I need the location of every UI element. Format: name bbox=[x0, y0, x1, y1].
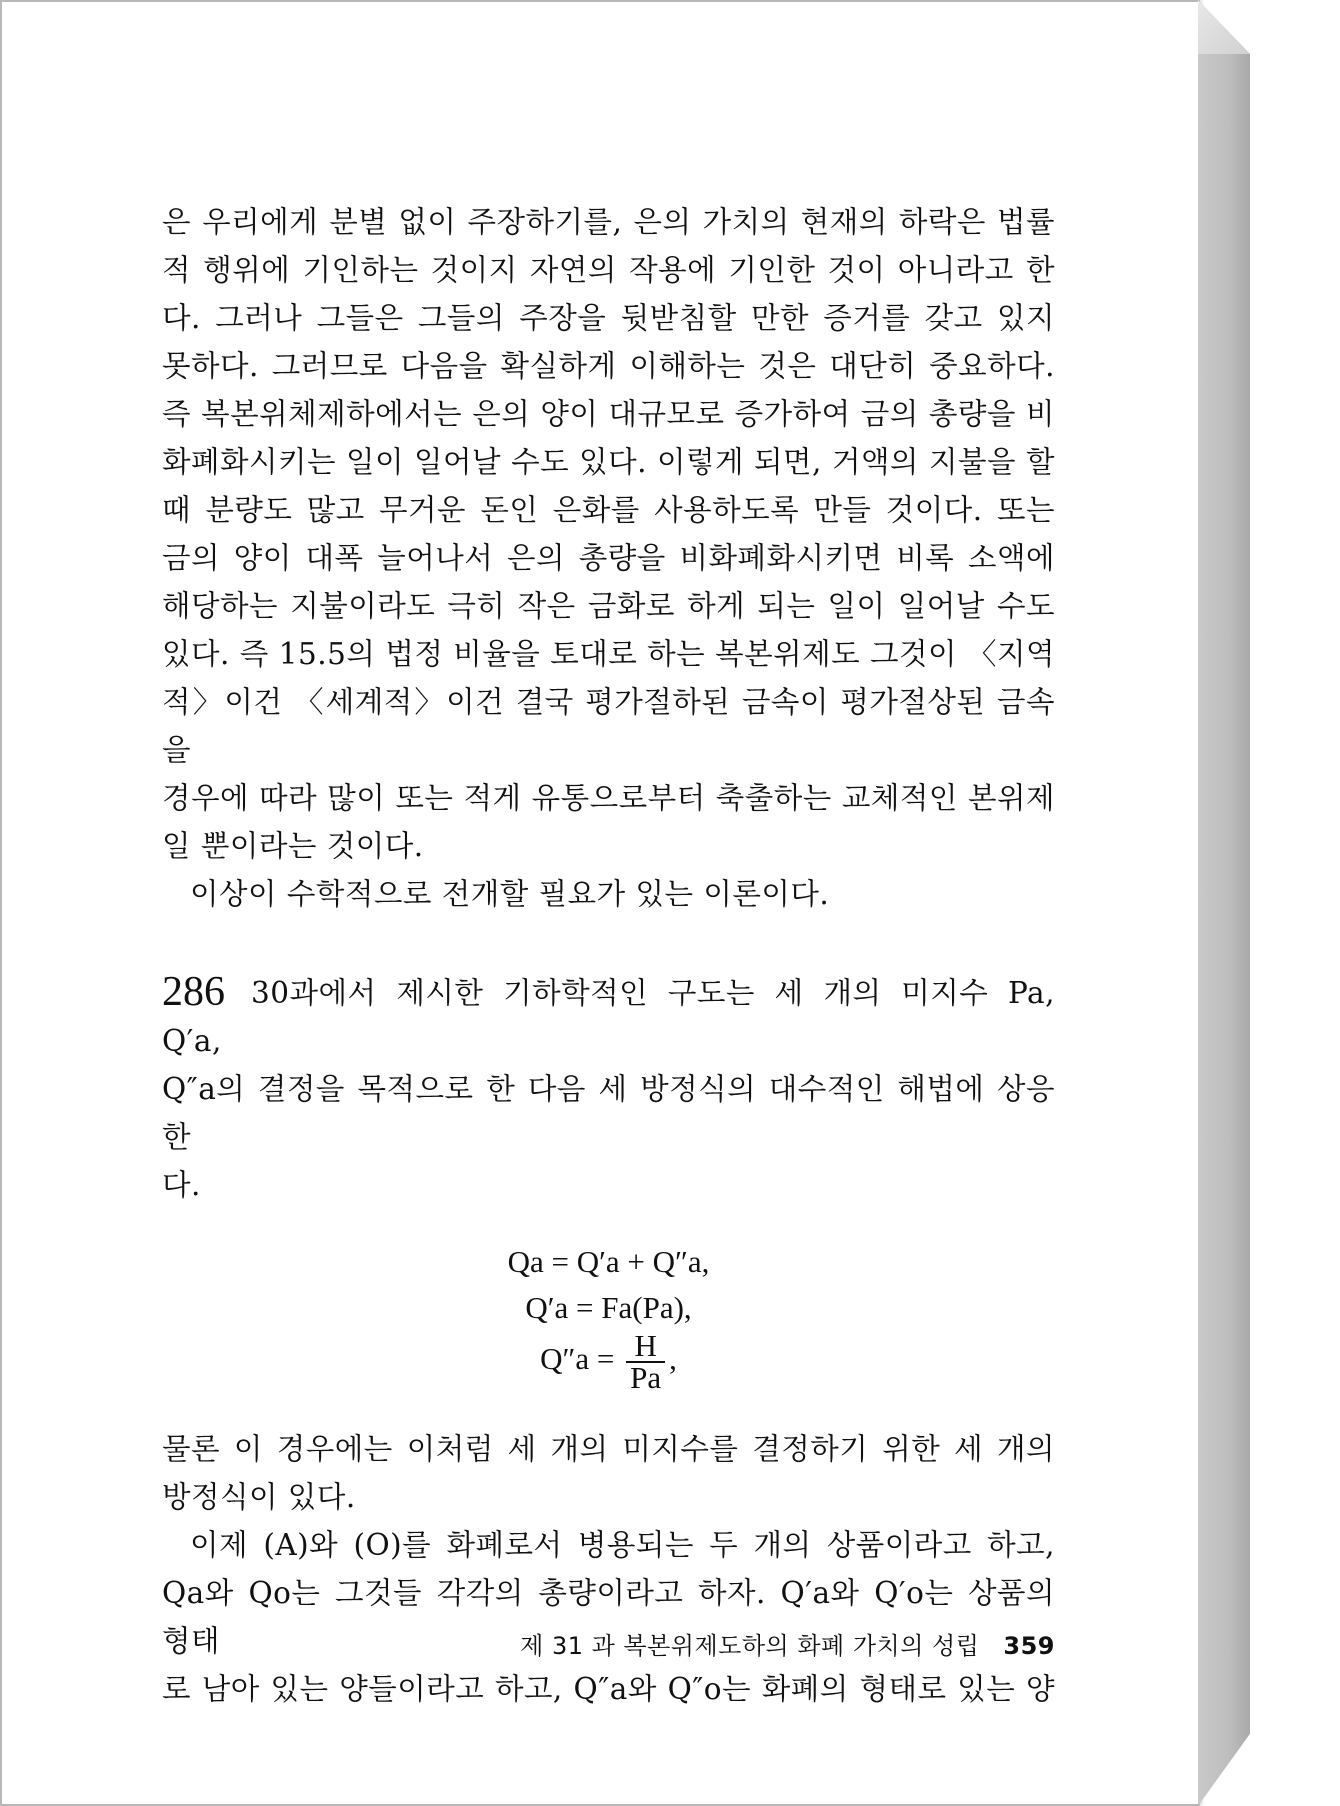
text-line: Q″a의 결정을 목적으로 한 다음 세 방정식의 대수적인 해법에 상응한 bbox=[162, 1072, 1055, 1154]
text-line: Qa와 Qo는 그것들 각각의 총량이라고 하자. Q′a와 Q′o는 상품의 형태 bbox=[162, 1576, 1055, 1658]
text-line: 이제 (A)와 (O)를 화폐로서 병용되는 두 개의 상품이라고 하고, bbox=[190, 1528, 1055, 1562]
paragraph-2 bbox=[162, 870, 1055, 918]
text-line bbox=[162, 968, 1055, 1065]
text-line: 방정식이 있다. bbox=[162, 1480, 356, 1514]
equation-1: Qa = Q′a + Q″a, bbox=[507, 1244, 710, 1279]
equation-block bbox=[162, 1239, 1055, 1393]
text-line: 적 행위에 기인하는 것이지 자연의 작용에 기인한 것이 아니라고 한 bbox=[162, 253, 1055, 287]
equation-3-tail: , bbox=[669, 1341, 677, 1377]
text-line: 물론 이 경우에는 이처럼 세 개의 미지수를 결정하기 위한 세 개의 bbox=[162, 1432, 1055, 1466]
page-number: 359 bbox=[1003, 1632, 1055, 1660]
text-line: 해당하는 지불이라도 극히 작은 금화로 하게 되는 일이 일어날 수도 bbox=[162, 589, 1055, 623]
text-line: 다. bbox=[162, 1168, 201, 1202]
fraction-numerator: H bbox=[626, 1331, 665, 1363]
section-286 bbox=[162, 968, 1055, 1209]
page-footer bbox=[162, 1626, 1055, 1661]
text-line: 다. 그러나 그들은 그들의 주장을 뒷받침할 만한 증거를 갖고 있지 bbox=[162, 301, 1055, 335]
text-line: 즉 복본위체제하에서는 은의 양이 대규모로 증가하여 금의 총량을 비 bbox=[162, 397, 1055, 431]
section-number: 286 bbox=[162, 969, 225, 1015]
equation-3-lhs: Q″a = bbox=[540, 1341, 615, 1377]
text-line: 이상이 수학적으로 전개할 필요가 있는 이론이다. bbox=[190, 877, 830, 911]
book-edge-top bbox=[1198, 0, 1250, 60]
text-line: 때 분량도 많고 무거운 돈인 은화를 사용하도록 만들 것이다. 또는 bbox=[162, 493, 1055, 527]
paragraph-1 bbox=[162, 198, 1055, 870]
text-line: 못하다. 그러므로 다음을 확실하게 이해하는 것은 대단히 중요하다. bbox=[162, 349, 1055, 383]
text-line: 로 남아 있는 양들이라고 하고, Q″a와 Q″o는 화폐의 형태로 있는 양 bbox=[162, 1672, 1055, 1706]
fraction bbox=[626, 1328, 665, 1395]
text-line: 은 우리에게 분별 없이 주장하기를, 은의 가치의 현재의 하락은 법률 bbox=[162, 205, 1055, 239]
chapter-title: 제 31 과 복본위제도하의 화폐 가치의 성립 bbox=[520, 1632, 980, 1660]
body-text bbox=[162, 198, 1055, 1713]
paragraph-4 bbox=[162, 1425, 1055, 1521]
text-line-content: 30과에서 제시한 기하학적인 구도는 세 개의 미지수 Pa, Q′a, bbox=[162, 976, 1055, 1058]
book-edge bbox=[1198, 0, 1250, 1806]
text-line: 화폐화시키는 일이 일어날 수도 있다. 이렇게 되면, 거액의 지불을 할 bbox=[162, 445, 1055, 479]
text-line: 적〉이건 〈세계적〉이건 결국 평가절하된 금속이 평가절상된 금속을 bbox=[162, 685, 1055, 767]
text-line: 일 뿐이라는 것이다. bbox=[162, 829, 424, 863]
paragraph-5 bbox=[162, 1521, 1055, 1713]
fraction-denominator: Pa bbox=[630, 1360, 662, 1395]
equation-2: Q′a = Fa(Pa), bbox=[525, 1290, 692, 1325]
text-line: 있다. 즉 15.5의 법정 비율을 토대로 하는 복본위제도 그것이 〈지역 bbox=[162, 637, 1055, 671]
text-line: 경우에 따라 많이 또는 적게 유통으로부터 축출하는 교체적인 본위제 bbox=[162, 781, 1055, 815]
equation-3 bbox=[162, 1328, 1055, 1395]
text-line: 금의 양이 대폭 늘어나서 은의 총량을 비화폐화시키면 비록 소액에 bbox=[162, 541, 1055, 575]
